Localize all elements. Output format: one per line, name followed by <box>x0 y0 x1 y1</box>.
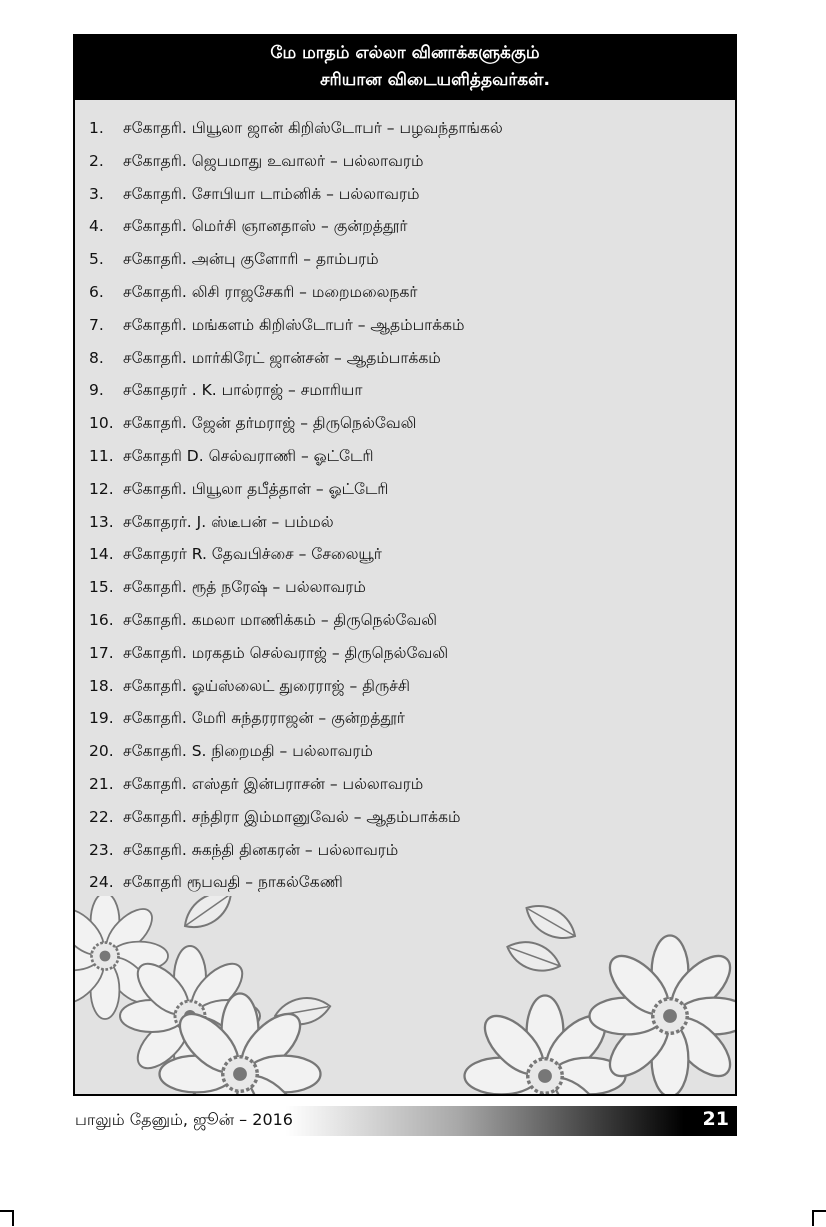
item-number: 21. <box>89 774 114 793</box>
list-item <box>75 571 735 604</box>
winner-name: சகோதரி. மங்களம் கிறிஸ்டோபர் – ஆதம்பாக்கம் <box>123 315 465 334</box>
list-item <box>75 309 735 342</box>
item-number: 10. <box>89 414 114 433</box>
flower-decoration <box>75 896 735 1094</box>
list-item <box>75 210 735 243</box>
header-line-1: மே மாதம் எல்லா வினாக்களுக்கும் <box>270 43 540 63</box>
item-number: 11. <box>89 446 114 465</box>
item-number: 9. <box>89 381 104 400</box>
list-item <box>75 866 735 899</box>
winner-name: சகோதரி D. செல்வராணி – ஓட்டேரி <box>123 446 374 465</box>
item-number: 17. <box>89 643 114 662</box>
winner-name: சகோதரி. சுகந்தி தினகரன் – பல்லாவரம் <box>123 840 399 859</box>
list-item <box>75 834 735 867</box>
page-number: 21 <box>702 1108 729 1130</box>
list-item <box>75 112 735 145</box>
flower-icon <box>590 936 736 1095</box>
list-item <box>75 801 735 834</box>
crop-mark <box>812 1210 826 1226</box>
item-number: 18. <box>89 676 114 695</box>
item-number: 8. <box>89 348 104 367</box>
item-number: 20. <box>89 742 114 761</box>
winner-name: சகோதரர் . K. பால்ராஜ் – சமாரியா <box>123 381 363 400</box>
list-item <box>75 243 735 276</box>
header-line-2: சரியான விடையளித்தவர்கள். <box>320 70 550 90</box>
winner-name: சகோதரி. S. நிறைமதி – பல்லாவரம் <box>123 742 373 761</box>
winners-panel <box>73 34 737 1096</box>
winners-list <box>75 112 735 899</box>
winner-name: சகோதரி. சோபியா டாம்னிக் – பல்லாவரம் <box>123 184 420 203</box>
item-number: 23. <box>89 840 114 859</box>
item-number: 16. <box>89 610 114 629</box>
item-number: 15. <box>89 578 114 597</box>
item-number: 4. <box>89 217 104 236</box>
winner-name: சகோதரி. ரூத் நரேஷ் – பல்லாவரம் <box>123 578 366 597</box>
winner-name: சகோதரி. லிசி ராஜசேகரி – மறைமலைநகர் <box>123 282 418 301</box>
item-number: 3. <box>89 184 104 203</box>
item-number: 6. <box>89 282 104 301</box>
winner-name: சகோதரி. எஸ்தர் இன்பராசன் – பல்லாவரம் <box>123 774 424 793</box>
winner-name: சகோதரர். J. ஸ்டீபன் – பம்மல் <box>123 512 334 531</box>
crop-mark <box>0 1210 14 1226</box>
winner-name: சகோதரி. பியூலா ஜான் கிறிஸ்டோபர் – பழவந்தாங்கல் <box>123 119 503 137</box>
item-number: 7. <box>89 315 104 334</box>
winner-name: சகோதரி. பியூலா தபீத்தாள் – ஓட்டேரி <box>123 479 389 498</box>
list-item <box>75 735 735 768</box>
list-item <box>75 506 735 539</box>
leaf-icon <box>503 935 564 978</box>
page-footer <box>73 1106 737 1136</box>
item-number: 5. <box>89 250 104 269</box>
winner-name: சகோதரர் R. தேவபிச்சை – சேலையூர் <box>123 545 382 564</box>
list-item <box>75 473 735 506</box>
winner-name: சகோதரி. மார்கிரேட் ஜான்சன் – ஆதம்பாக்கம் <box>123 348 441 367</box>
leaf-icon <box>520 897 581 947</box>
item-number: 22. <box>89 807 114 826</box>
item-number: 14. <box>89 545 114 564</box>
winner-name: சகோதரி. அன்பு குளோரி – தாம்பரம் <box>123 250 379 269</box>
winner-name: சகோதரி. ஜெபமாது உவாலர் – பல்லாவரம் <box>123 151 424 170</box>
list-item <box>75 637 735 670</box>
list-item <box>75 702 735 735</box>
list-item <box>75 342 735 375</box>
winner-name: சகோதரி. கமலா மாணிக்கம் – திருநெல்வேலி <box>123 610 438 629</box>
item-number: 12. <box>89 479 114 498</box>
item-number: 1. <box>89 119 104 137</box>
list-item <box>75 374 735 407</box>
list-item <box>75 604 735 637</box>
item-number: 13. <box>89 512 114 531</box>
item-number: 24. <box>89 873 114 892</box>
list-item <box>75 178 735 211</box>
winner-name: சகோதரி. மெர்சி ஞானதாஸ் – குன்றத்தூர் <box>123 217 408 236</box>
winner-name: சகோதரி. ஜேன் தர்மராஜ் – திருநெல்வேலி <box>123 414 417 433</box>
list-item <box>75 768 735 801</box>
winner-name: சகோதரி. மேரி சுந்தரராஜன் – குன்றத்தூர் <box>123 709 405 728</box>
leaf-icon <box>178 896 239 936</box>
winner-name: சகோதரி. மரகதம் செல்வராஜ் – திருநெல்வேலி <box>123 643 449 662</box>
winner-name: சகோதரி. ஓய்ஸ்லைட் துரைராஜ் – திருச்சி <box>123 676 410 695</box>
list-item <box>75 538 735 571</box>
magazine-title: பாலும் தேனும், ஜூன் – 2016 <box>75 1110 293 1129</box>
list-item <box>75 407 735 440</box>
list-item <box>75 145 735 178</box>
list-item <box>75 276 735 309</box>
item-number: 19. <box>89 709 114 728</box>
winner-name: சகோதரி ரூபவதி – நாகல்கேணி <box>123 873 343 892</box>
panel-header <box>75 36 735 100</box>
item-number: 2. <box>89 151 104 170</box>
winner-name: சகோதரி. சந்திரா இம்மானுவேல் – ஆதம்பாக்கம் <box>123 807 461 826</box>
list-item <box>75 670 735 703</box>
list-item <box>75 440 735 473</box>
